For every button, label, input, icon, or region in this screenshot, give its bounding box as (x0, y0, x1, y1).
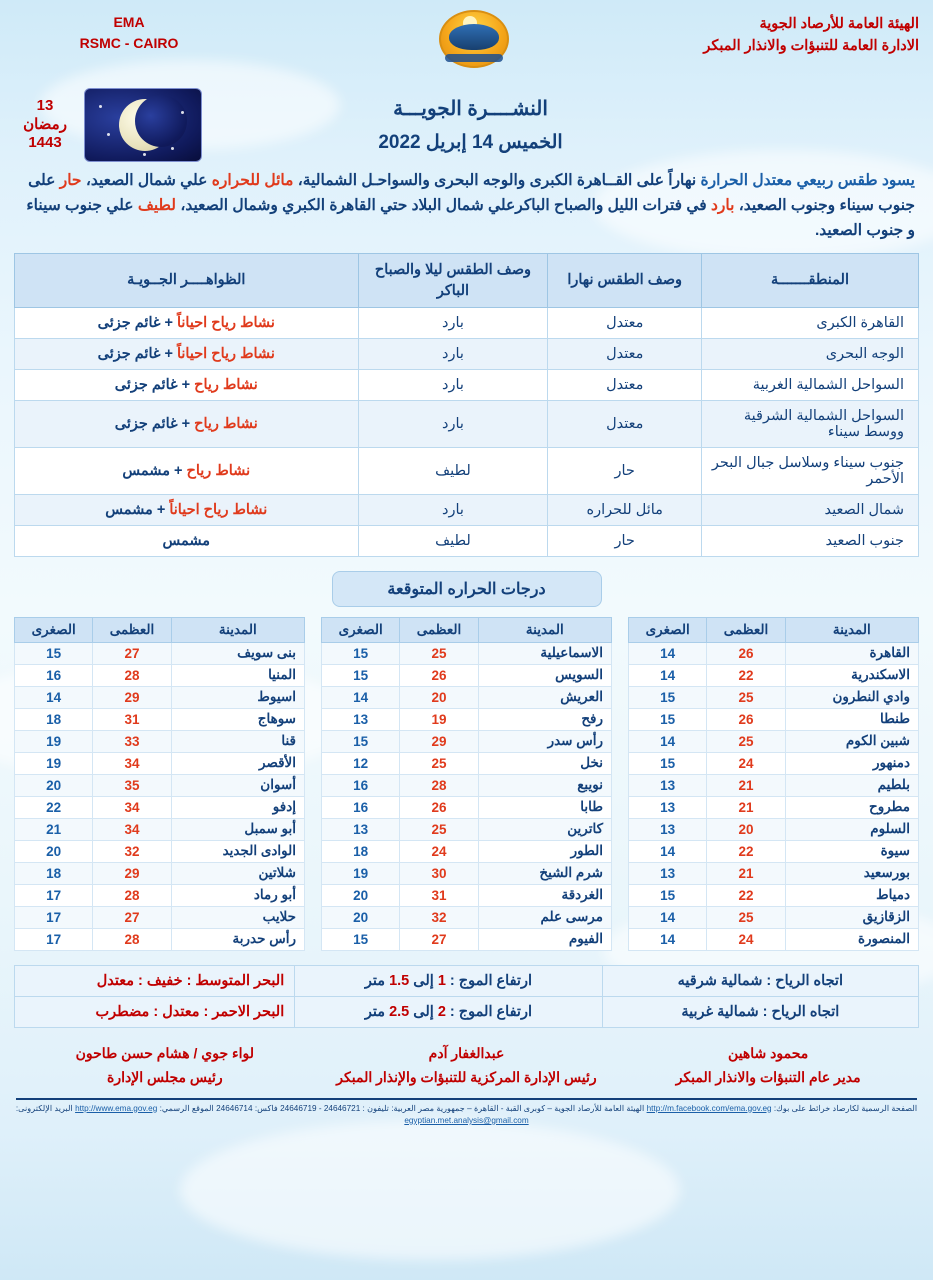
city-row (322, 642, 612, 664)
cell-day-weather: معتدل (548, 307, 702, 338)
city-row (322, 840, 612, 862)
header-city: المدينة (785, 617, 918, 642)
cell-min-temp: 19 (322, 862, 400, 884)
signature-role: رئيس مجلس الإدارة (107, 1068, 223, 1085)
cell-max-temp: 25 (400, 642, 478, 664)
bulletin-title: النشــــرة الجويـــة (393, 98, 548, 120)
cell-max-temp: 21 (707, 862, 785, 884)
cell-phenomena: نشاط رياح احياناً + غائم جزئى (15, 307, 359, 338)
header-min: الصغرى (629, 617, 707, 642)
organization-name (703, 8, 919, 58)
cell-max-temp: 29 (93, 862, 171, 884)
cell-day-weather: معتدل (548, 338, 702, 369)
table-row (15, 447, 919, 494)
cell-night-weather: بارد (358, 307, 548, 338)
cell-city: كاترين (478, 818, 611, 840)
city-row (629, 884, 919, 906)
cell-min-temp: 15 (629, 708, 707, 730)
cell-night-weather: لطيف (358, 525, 548, 556)
city-row (322, 708, 612, 730)
cell-city: دمنهور (785, 752, 918, 774)
city-row (629, 818, 919, 840)
cell-max-temp: 34 (93, 752, 171, 774)
city-row (15, 708, 305, 730)
cell-city: رأس سدر (478, 730, 611, 752)
ema-logo-icon (435, 8, 513, 70)
city-row (629, 642, 919, 664)
ramadan-badge (14, 88, 202, 162)
footer-fb-label: الصفحة الرسمية لكارصاد خرائط على بوك: (773, 1103, 918, 1113)
cell-phenomena: نشاط رياح + غائم جزئى (15, 369, 359, 400)
summary-part-2: نهاراً على القــاهرة الكبرى والوجه البحرى والسواحـل الشمالية، (297, 172, 697, 189)
cell-max-temp: 25 (400, 818, 478, 840)
cell-night-weather: لطيف (358, 447, 548, 494)
signature-name: محمود شاهين (728, 1044, 809, 1061)
page-title (202, 96, 739, 154)
cell-city: القاهرة (785, 642, 918, 664)
summary-part-7: بارد (711, 197, 735, 215)
cell-city: الاسماعيلية (478, 642, 611, 664)
cell-region: السواحل الشمالية الشرقية ووسط سيناء (702, 400, 919, 447)
cell-city: المنصورة (785, 928, 918, 950)
page-header (14, 8, 919, 86)
summary-part-3: مائل للحراره (211, 172, 294, 189)
city-table-header-row (15, 617, 305, 642)
header-night: وصف الطقس ليلا والصباح الباكر (358, 254, 548, 308)
cell-min-temp: 13 (629, 796, 707, 818)
footer-line-1: الهيئة العامة للأرصاد الجوية – كوبرى القبة - القاهرة – جمهورية مصر العربية: تليفون : 24646721 - 24646719 فاكس: 24646714 الموقع الرسمي: (159, 1103, 645, 1113)
summary-part-1: يسود طقس ربيعي معتدل الحرارة (700, 172, 915, 189)
title-row (14, 88, 919, 162)
cell-city: أسوان (171, 774, 304, 796)
cell-max-temp: 22 (707, 664, 785, 686)
cell-city: المنيا (171, 664, 304, 686)
page-footer (14, 1103, 919, 1132)
cities-right (628, 617, 919, 951)
cell-max-temp: 24 (707, 928, 785, 950)
cell-min-temp: 13 (629, 774, 707, 796)
cell-min-temp: 22 (15, 796, 93, 818)
ramadan-moon-image (84, 88, 202, 162)
city-row (15, 862, 305, 884)
cell-max-temp: 35 (93, 774, 171, 796)
city-table-header-row (322, 617, 612, 642)
cell-max-temp: 26 (400, 796, 478, 818)
org-line-1: الهيئة العامة للأرصاد الجوية (759, 16, 919, 32)
signature-role: مدير عام التنبؤات والانذار المبكر (675, 1068, 861, 1085)
cell-city: السويس (478, 664, 611, 686)
header-max: العظمى (93, 617, 171, 642)
cell-max-temp: 25 (707, 906, 785, 928)
city-row (15, 884, 305, 906)
header-city: المدينة (171, 617, 304, 642)
hijri-day: 13 (36, 96, 54, 114)
cell-city: نويبع (478, 774, 611, 796)
header-max: العظمى (707, 617, 785, 642)
cell-night-weather: بارد (358, 400, 548, 447)
cell-city: طابا (478, 796, 611, 818)
table-row (15, 338, 919, 369)
bulletin-date: الخميس 14 إبريل 2022 (378, 132, 563, 153)
summary-part-5: حار (59, 172, 82, 189)
table-header-row (15, 254, 919, 308)
cell-max-temp: 21 (707, 774, 785, 796)
city-row (629, 796, 919, 818)
cell-min-temp: 15 (629, 884, 707, 906)
cell-city: حلايب (171, 906, 304, 928)
city-row (15, 730, 305, 752)
city-row (629, 840, 919, 862)
cell-min-temp: 13 (322, 818, 400, 840)
cell-max-temp: 31 (400, 884, 478, 906)
cell-day-weather: مائل للحراره (548, 494, 702, 525)
rsmc-label: RSMC - CAIRO (79, 35, 179, 51)
cell-wind-direction: اتجاه الرياح : شمالية شرقيه (602, 965, 918, 996)
cell-city: شبين الكوم (785, 730, 918, 752)
cell-min-temp: 14 (322, 686, 400, 708)
cell-region: شمال الصعيد (702, 494, 919, 525)
cell-phenomena: نشاط رياح احياناً + غائم جزئى (15, 338, 359, 369)
cell-phenomena: نشاط رياح احياناً + مشمس (15, 494, 359, 525)
cell-city: بورسعيد (785, 862, 918, 884)
cell-sea-name: البحر الاحمر : معتدل : مضطرب (15, 996, 295, 1027)
cell-city: أبو سمبل (171, 818, 304, 840)
cell-city: أبو رماد (171, 884, 304, 906)
sea-conditions-table (14, 965, 919, 1028)
cell-city: طنطا (785, 708, 918, 730)
table-row (15, 369, 919, 400)
cell-city: رأس حدربة (171, 928, 304, 950)
cell-city: الفيوم (478, 928, 611, 950)
table-row (15, 494, 919, 525)
cell-sea-name: البحر المتوسط : خفيف : معتدل (15, 965, 295, 996)
cell-city: بلطيم (785, 774, 918, 796)
cell-phenomena: مشمس (15, 525, 359, 556)
cell-max-temp: 34 (93, 818, 171, 840)
header-region: المنطقـــــــة (702, 254, 919, 308)
cell-max-temp: 32 (400, 906, 478, 928)
cell-min-temp: 17 (15, 884, 93, 906)
cell-min-temp: 20 (322, 884, 400, 906)
city-row (15, 686, 305, 708)
cell-region: السواحل الشمالية الغربية (702, 369, 919, 400)
cell-city: السلوم (785, 818, 918, 840)
cell-city: مطروح (785, 796, 918, 818)
cell-max-temp: 26 (400, 664, 478, 686)
header-min: الصغرى (15, 617, 93, 642)
cell-min-temp: 18 (15, 708, 93, 730)
cell-day-weather: حار (548, 525, 702, 556)
cities-middle (321, 617, 612, 951)
cell-city: شرم الشيخ (478, 862, 611, 884)
rsmc-block (14, 8, 244, 54)
cell-max-temp: 29 (93, 686, 171, 708)
cell-min-temp: 16 (322, 796, 400, 818)
temperatures-heading: درجات الحراره المتوقعة (332, 571, 602, 607)
weather-summary (18, 168, 915, 243)
cell-max-temp: 30 (400, 862, 478, 884)
cell-max-temp: 22 (707, 840, 785, 862)
cell-min-temp: 15 (322, 642, 400, 664)
cell-wave-height: ارتفاع الموج : 2 إلى 2.5 متر (295, 996, 602, 1027)
cell-phenomena: نشاط رياح + مشمس (15, 447, 359, 494)
cell-city: بنى سويف (171, 642, 304, 664)
cell-day-weather: معتدل (548, 400, 702, 447)
cell-wave-height: ارتفاع الموج : 1 إلى 1.5 متر (295, 965, 602, 996)
city-row (322, 818, 612, 840)
cell-max-temp: 25 (707, 686, 785, 708)
cell-min-temp: 15 (322, 928, 400, 950)
cell-max-temp: 27 (400, 928, 478, 950)
cell-night-weather: بارد (358, 338, 548, 369)
city-row (322, 774, 612, 796)
city-row (629, 774, 919, 796)
cell-city: الاسكندرية (785, 664, 918, 686)
sea-row (15, 996, 919, 1027)
cell-min-temp: 15 (322, 730, 400, 752)
city-row (322, 796, 612, 818)
cell-phenomena: نشاط رياح + غائم جزئى (15, 400, 359, 447)
cell-max-temp: 31 (93, 708, 171, 730)
cell-max-temp: 25 (707, 730, 785, 752)
cell-city: رفح (478, 708, 611, 730)
cell-min-temp: 20 (15, 774, 93, 796)
cell-wind-direction: اتجاه الرياح : شمالية غربية (602, 996, 918, 1027)
cell-max-temp: 20 (707, 818, 785, 840)
city-row (322, 664, 612, 686)
signature-name: عبدالغفار آدم (428, 1044, 505, 1061)
cell-city: الطور (478, 840, 611, 862)
cell-max-temp: 27 (93, 906, 171, 928)
cell-max-temp: 33 (93, 730, 171, 752)
hijri-month: رمضان (23, 115, 67, 133)
signature-block-3 (14, 1042, 316, 1090)
cell-night-weather: بارد (358, 494, 548, 525)
city-row (629, 730, 919, 752)
cell-max-temp: 26 (707, 642, 785, 664)
cell-max-temp: 24 (400, 840, 478, 862)
cell-city: الأقصر (171, 752, 304, 774)
cell-max-temp: 20 (400, 686, 478, 708)
header-max: العظمى (400, 617, 478, 642)
city-row (322, 906, 612, 928)
cell-max-temp: 34 (93, 796, 171, 818)
city-row (15, 774, 305, 796)
ema-label: EMA (113, 14, 145, 30)
cell-min-temp: 13 (629, 818, 707, 840)
cell-max-temp: 21 (707, 796, 785, 818)
cell-city: دمياط (785, 884, 918, 906)
city-row (322, 862, 612, 884)
cell-max-temp: 26 (707, 708, 785, 730)
cell-max-temp: 29 (400, 730, 478, 752)
signature-block-2 (316, 1042, 618, 1090)
cell-city: سيوة (785, 840, 918, 862)
cell-min-temp: 14 (15, 686, 93, 708)
city-row (15, 928, 305, 950)
cell-min-temp: 15 (629, 686, 707, 708)
cell-city: الزقازيق (785, 906, 918, 928)
city-row (629, 664, 919, 686)
cell-night-weather: بارد (358, 369, 548, 400)
cell-min-temp: 15 (322, 664, 400, 686)
city-row (322, 752, 612, 774)
signatures-row (14, 1042, 919, 1090)
cell-min-temp: 15 (15, 642, 93, 664)
summary-part-8: في فترات الليل والصباح الباكرعلي شمال البلاد حتي القاهرة الكبري وشمال الصعيد، (180, 197, 707, 215)
cell-city: مرسى علم (478, 906, 611, 928)
signature-name: لواء جوي / هشام حسن طاحون (75, 1044, 254, 1061)
city-row (15, 840, 305, 862)
city-row (15, 664, 305, 686)
cell-min-temp: 19 (15, 752, 93, 774)
cell-min-temp: 20 (322, 906, 400, 928)
city-row (322, 884, 612, 906)
cell-city: نخل (478, 752, 611, 774)
city-row (15, 906, 305, 928)
cell-city: شلاتين (171, 862, 304, 884)
city-row (629, 708, 919, 730)
cell-city: الغردقة (478, 884, 611, 906)
table-row (15, 525, 919, 556)
cell-city: العريش (478, 686, 611, 708)
cell-min-temp: 17 (15, 906, 93, 928)
cell-day-weather: معتدل (548, 369, 702, 400)
city-row (629, 928, 919, 950)
cell-min-temp: 16 (322, 774, 400, 796)
cell-min-temp: 19 (15, 730, 93, 752)
cell-max-temp: 25 (400, 752, 478, 774)
summary-part-6: على جنوب سيناء وجنوب الصعيد، (28, 172, 915, 215)
city-row (15, 752, 305, 774)
city-row (322, 730, 612, 752)
hijri-date (14, 97, 76, 153)
cell-min-temp: 12 (322, 752, 400, 774)
cell-city: الوادى الجديد (171, 840, 304, 862)
cell-day-weather: حار (548, 447, 702, 494)
city-row (322, 928, 612, 950)
footer-mail-label: البريد الإلكترونى: (15, 1103, 73, 1113)
city-row (629, 686, 919, 708)
table-row (15, 307, 919, 338)
cell-min-temp: 16 (15, 664, 93, 686)
cell-min-temp: 21 (15, 818, 93, 840)
hijri-year: 1443 (28, 134, 62, 152)
signature-block-1 (617, 1042, 919, 1090)
cell-min-temp: 14 (629, 906, 707, 928)
summary-part-10: علي جنوب سيناء و جنوب الصعيد. (26, 197, 915, 240)
cell-max-temp: 27 (93, 642, 171, 664)
cell-min-temp: 17 (15, 928, 93, 950)
city-row (322, 686, 612, 708)
cell-max-temp: 22 (707, 884, 785, 906)
city-row (15, 796, 305, 818)
header-min: الصغرى (322, 617, 400, 642)
summary-part-4: علي شمال الصعيد، (85, 172, 208, 189)
cell-city: اسيوط (171, 686, 304, 708)
org-line-2: الادارة العامة للتنبؤات والانذار المبكر (703, 37, 919, 54)
footer-site-link[interactable]: http://www.ema.gov.eg (75, 1103, 158, 1113)
header-day: وصف الطقس نهارا (548, 254, 702, 308)
table-row (15, 400, 919, 447)
cell-min-temp: 14 (629, 664, 707, 686)
signature-role: رئيس الإدارة المركزية للتنبؤات والإنذار المبكر (336, 1068, 597, 1085)
cell-max-temp: 28 (93, 928, 171, 950)
cell-min-temp: 13 (629, 862, 707, 884)
decorative-cloud (180, 1120, 680, 1260)
cell-region: جنوب سيناء وسلاسل جبال البحر الأحمر (702, 447, 919, 494)
cell-max-temp: 28 (93, 884, 171, 906)
cell-max-temp: 24 (707, 752, 785, 774)
cell-max-temp: 28 (93, 664, 171, 686)
header-city: المدينة (478, 617, 611, 642)
cell-region: الوجه البحرى (702, 338, 919, 369)
city-table-header-row (629, 617, 919, 642)
cell-max-temp: 28 (400, 774, 478, 796)
cell-min-temp: 14 (629, 840, 707, 862)
summary-part-9: لطيف (137, 197, 176, 215)
header-phenomena: الظواهــــر الجــويـة (15, 254, 359, 308)
footer-email-link[interactable]: egyptian.met.analysis@gmail.com (404, 1115, 529, 1125)
city-row (629, 906, 919, 928)
cell-min-temp: 20 (15, 840, 93, 862)
cell-region: جنوب الصعيد (702, 525, 919, 556)
city-temperature-tables (14, 617, 919, 951)
footer-divider (16, 1098, 917, 1100)
cell-max-temp: 19 (400, 708, 478, 730)
cell-min-temp: 18 (322, 840, 400, 862)
cell-city: وادي النطرون (785, 686, 918, 708)
city-row (15, 642, 305, 664)
cell-min-temp: 14 (629, 642, 707, 664)
cell-min-temp: 15 (629, 752, 707, 774)
cell-min-temp: 18 (15, 862, 93, 884)
cell-min-temp: 14 (629, 928, 707, 950)
footer-facebook-link[interactable]: http://m.facebook.com/ema.gov.eg (646, 1103, 772, 1113)
city-row (15, 818, 305, 840)
cell-city: إدفو (171, 796, 304, 818)
cell-min-temp: 14 (629, 730, 707, 752)
cell-city: سوهاج (171, 708, 304, 730)
sea-row (15, 965, 919, 996)
cities-left (14, 617, 305, 951)
cell-region: القاهرة الكبرى (702, 307, 919, 338)
regions-weather-table (14, 253, 919, 557)
cell-min-temp: 13 (322, 708, 400, 730)
cell-max-temp: 32 (93, 840, 171, 862)
cell-city: قنا (171, 730, 304, 752)
city-row (629, 862, 919, 884)
city-row (629, 752, 919, 774)
